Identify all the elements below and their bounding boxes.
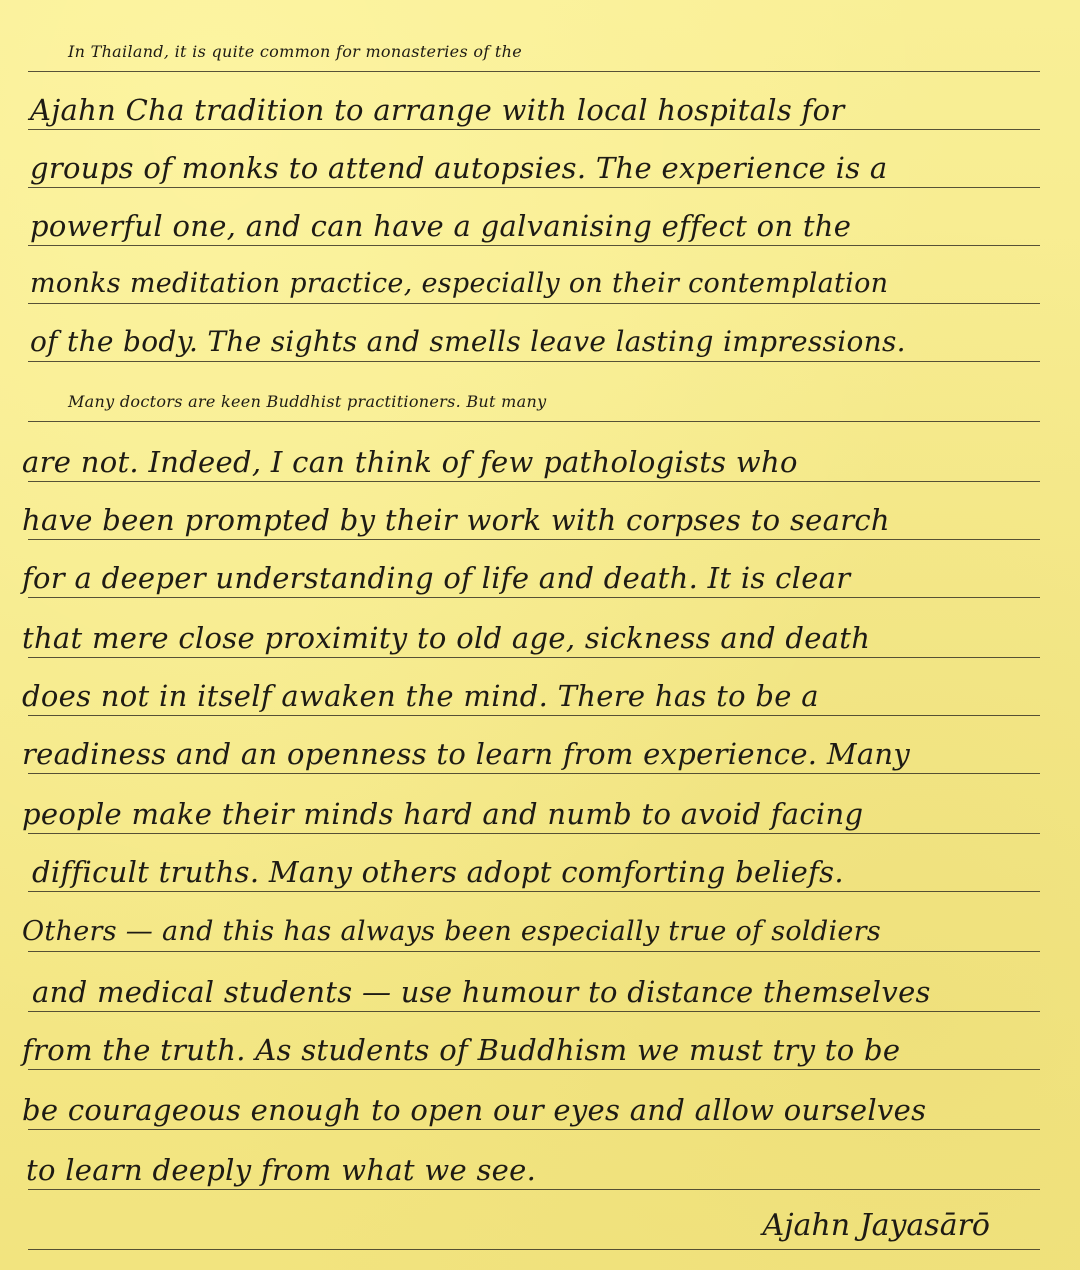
ruled-line [28, 303, 1040, 304]
ruled-line [28, 833, 1040, 834]
ruled-line [28, 715, 1040, 716]
text-line: groups of monks to attend autopsies. The experience is a [30, 151, 888, 185]
text-line: and medical students — use humour to distance themselves [32, 975, 931, 1009]
text-line: monks meditation practice, especially on their contemplation [30, 268, 889, 299]
text-line: people make their minds hard and numb to avoid facing [22, 797, 864, 831]
ruled-line [28, 1189, 1040, 1190]
text-line: Others — and this has always been especially true of soldiers [22, 916, 882, 947]
text-line: readiness and an openness to learn from experience. Many [22, 737, 911, 771]
ruled-line [28, 129, 1040, 130]
ruled-line [28, 71, 1040, 72]
text-line: Many doctors are keen Buddhist practitioners. But many [68, 392, 547, 411]
ruled-line [28, 951, 1040, 952]
ruled-line [28, 245, 1040, 246]
text-line: does not in itself awaken the mind. There has to be a [22, 679, 819, 713]
text-line: Ajahn Cha tradition to arrange with local hospitals for [30, 93, 845, 127]
ruled-line [28, 481, 1040, 482]
ruled-line [28, 1011, 1040, 1012]
text-line: of the body. The sights and smells leave lasting impressions. [30, 325, 906, 358]
ruled-line [28, 187, 1040, 188]
text-line: from the truth. As students of Buddhism we must try to be [22, 1033, 901, 1067]
ruled-line [28, 657, 1040, 658]
author-signature: Ajahn Jayasārō [762, 1208, 990, 1243]
ruled-line [28, 1069, 1040, 1070]
text-line: difficult truths. Many others adopt comforting beliefs. [32, 855, 844, 889]
text-line: powerful one, and can have a galvanising effect on the [30, 209, 852, 243]
text-line: be courageous enough to open our eyes and allow ourselves [22, 1093, 927, 1127]
ruled-line [28, 1249, 1040, 1250]
ruled-line [28, 1129, 1040, 1130]
text-line: to learn deeply from what we see. [26, 1153, 537, 1187]
ruled-line [28, 421, 1040, 422]
text-line: that mere close proximity to old age, sickness and death [22, 621, 871, 655]
text-line: have been prompted by their work with corpses to search [22, 503, 890, 537]
ruled-line [28, 891, 1040, 892]
text-line: In Thailand, it is quite common for monasteries of the [68, 42, 522, 61]
ruled-line [28, 361, 1040, 362]
ruled-line [28, 597, 1040, 598]
ruled-line [28, 773, 1040, 774]
text-line: for a deeper understanding of life and death. It is clear [22, 561, 851, 595]
text-line: are not. Indeed, I can think of few pathologists who [22, 445, 798, 479]
ruled-line [28, 539, 1040, 540]
